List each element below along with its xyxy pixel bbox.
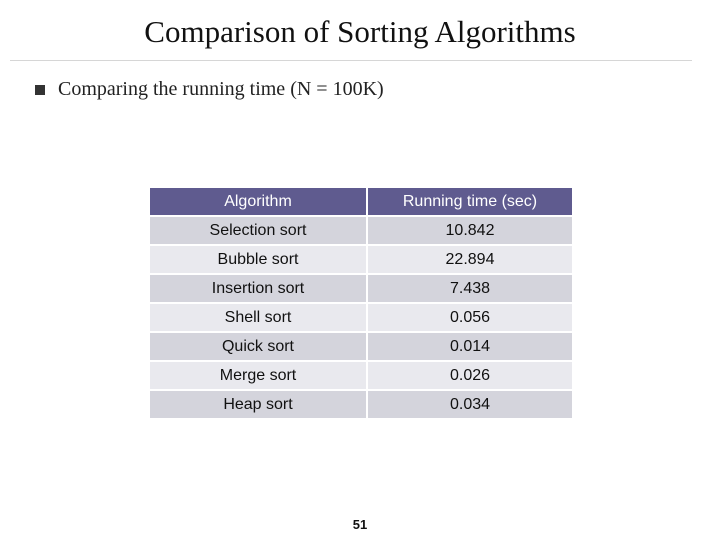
slide-title: Comparison of Sorting Algorithms [144,14,576,49]
algorithm-cell: Insertion sort [149,274,367,303]
time-cell: 7.438 [367,274,573,303]
header-algorithm: Algorithm [149,187,367,216]
table-row [149,245,573,274]
table-row [149,274,573,303]
table-row [149,303,573,332]
page-number: 51 [352,517,368,532]
algorithm-cell: Bubble sort [149,245,367,274]
time-cell: 22.894 [367,245,573,274]
algorithm-cell: Merge sort [149,361,367,390]
bullet-item [35,78,384,101]
algorithm-cell: Shell sort [149,303,367,332]
table-row [149,390,573,419]
algorithm-cell: Heap sort [149,390,367,419]
time-cell: 10.842 [367,216,573,245]
running-time-table [148,186,574,420]
table-header-row [149,187,573,216]
time-cell: 0.034 [367,390,573,419]
header-running-time: Running time (sec) [367,187,573,216]
bullet-text: Comparing the running time (N = 100K) [58,78,384,100]
table-row [149,361,573,390]
time-cell: 0.026 [367,361,573,390]
algorithm-cell: Selection sort [149,216,367,245]
square-bullet-icon [35,85,45,95]
time-cell: 0.056 [367,303,573,332]
table-row [149,332,573,361]
algorithm-cell: Quick sort [149,332,367,361]
title-divider [10,60,692,61]
table-row [149,216,573,245]
time-cell: 0.014 [367,332,573,361]
